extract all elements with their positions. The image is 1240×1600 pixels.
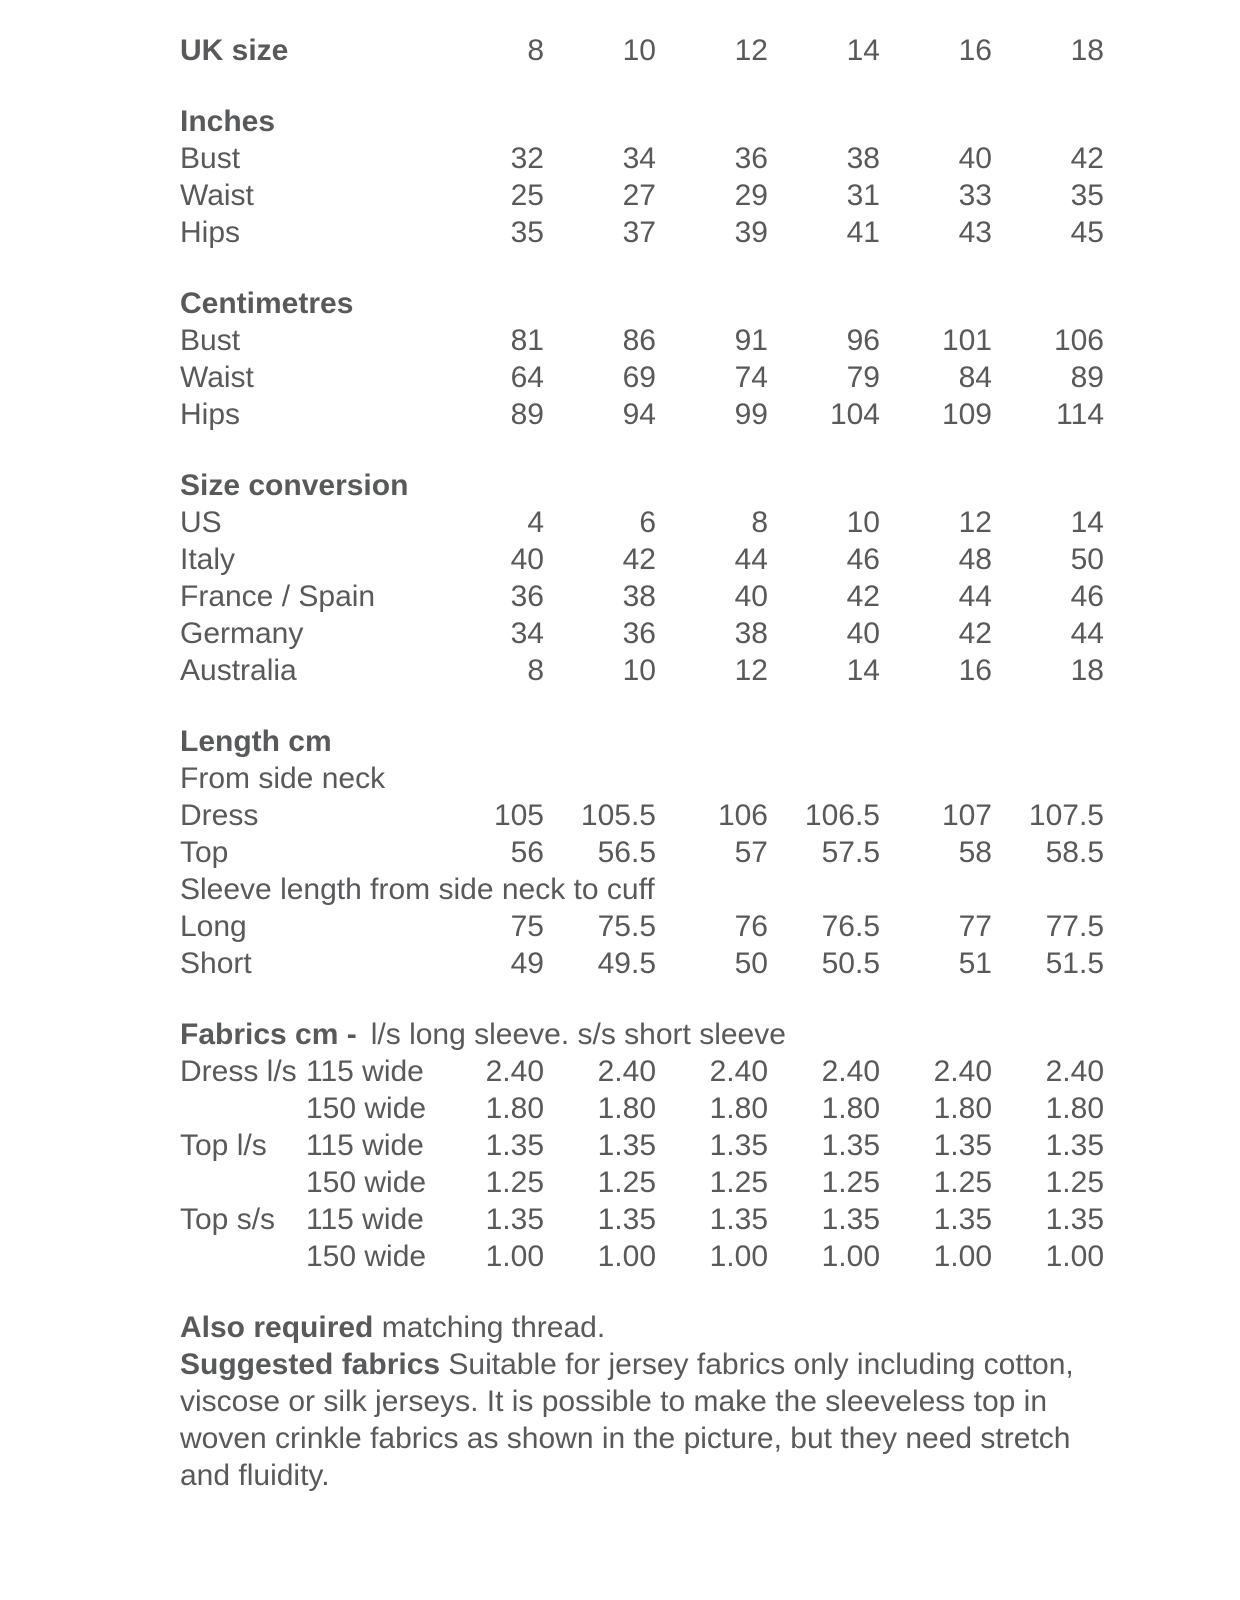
cell-value: 1.35 <box>1045 1129 1104 1162</box>
cell-value: 18 <box>1070 654 1104 687</box>
cell-value: 34 <box>622 142 656 175</box>
cell-value: 89 <box>1070 361 1104 394</box>
cell-value: 51.5 <box>1045 947 1104 980</box>
uk-size-header-row <box>180 32 1104 69</box>
cell-value: 81 <box>510 324 544 357</box>
cell-value: 1.35 <box>597 1129 656 1162</box>
table-row <box>180 945 1104 982</box>
from-side-neck-label: From side neck <box>180 762 386 795</box>
cell-value: 43 <box>958 216 992 249</box>
cell-value: 58 <box>958 836 992 869</box>
cell-value: 2.40 <box>597 1055 656 1088</box>
uk-size-value: 8 <box>527 34 544 67</box>
fabric-row <box>180 1090 1104 1127</box>
cell-value: 1.00 <box>709 1240 768 1273</box>
cell-value: 1.80 <box>1045 1092 1104 1125</box>
section-gap <box>180 69 1104 103</box>
fabric-garment-label <box>180 1164 306 1201</box>
cell-value: 1.35 <box>821 1203 880 1236</box>
cell-value: 1.80 <box>821 1092 880 1125</box>
cell-value: 42 <box>958 617 992 650</box>
cell-value: 105 <box>493 799 544 832</box>
cell-value: 51 <box>958 947 992 980</box>
table-row <box>180 615 1104 652</box>
cell-value: 77 <box>958 910 992 943</box>
cell-value: 35 <box>1070 179 1104 212</box>
cell-value: 37 <box>622 216 656 249</box>
cell-value: 12 <box>958 506 992 539</box>
row-label: Hips <box>180 398 241 431</box>
row-label: Top <box>180 836 229 869</box>
cell-value: 75 <box>510 910 544 943</box>
cell-value: 86 <box>622 324 656 357</box>
cell-value: 44 <box>734 543 768 576</box>
cell-value: 4 <box>527 506 544 539</box>
row-label: France / Spain <box>180 580 376 613</box>
uk-size-value: 18 <box>1070 34 1104 67</box>
cell-value: 1.25 <box>485 1166 544 1199</box>
fabrics-title-note: l/s long sleeve. s/s short sleeve <box>370 1018 786 1051</box>
cell-value: 84 <box>958 361 992 394</box>
table-row <box>180 834 1104 871</box>
cell-value: 6 <box>639 506 656 539</box>
fabric-row <box>180 1201 1104 1238</box>
table-row <box>180 359 1104 396</box>
cell-value: 107 <box>941 799 992 832</box>
fabrics-title-bold: Fabrics cm - <box>180 1018 357 1051</box>
cell-value: 31 <box>846 179 880 212</box>
cell-value: 42 <box>622 543 656 576</box>
section-title-fabrics-row <box>180 1016 1104 1053</box>
cell-value: 8 <box>527 654 544 687</box>
fabric-garment-label <box>180 1238 306 1275</box>
row-label: Australia <box>180 654 297 687</box>
cell-value: 1.35 <box>933 1129 992 1162</box>
fabric-width-label: 150 wide <box>306 1240 427 1273</box>
table-row <box>180 652 1104 689</box>
cell-value: 2.40 <box>821 1055 880 1088</box>
cell-value: 38 <box>734 617 768 650</box>
cell-value: 1.25 <box>597 1166 656 1199</box>
cell-value: 36 <box>622 617 656 650</box>
cell-value: 1.25 <box>1045 1166 1104 1199</box>
cell-value: 99 <box>734 398 768 431</box>
section-title-length: Length cm <box>180 725 332 758</box>
cell-value: 36 <box>734 142 768 175</box>
fabric-garment-label: Top s/s <box>180 1203 276 1236</box>
fabric-width-label: 115 wide <box>306 1203 424 1236</box>
row-label: Short <box>180 947 252 980</box>
suggested-fabrics-text: Suitable for jersey fabrics only including cotton, viscose or silk jerseys. It is possible to make the sleeveless top in woven crinkle fabrics as shown in the picture, but they need stretch and fluidity. <box>180 1348 1074 1492</box>
cell-value: 57 <box>734 836 768 869</box>
section-gap <box>180 251 1104 285</box>
also-required-text: matching thread. <box>373 1311 606 1344</box>
uk-size-label: UK size <box>180 34 289 67</box>
row-label: Germany <box>180 617 304 650</box>
cell-value: 114 <box>1056 398 1104 431</box>
cell-value: 106 <box>1053 324 1104 357</box>
table-row <box>180 214 1104 251</box>
section-title-inches-row <box>180 103 1104 140</box>
cell-value: 42 <box>846 580 880 613</box>
cell-value: 14 <box>1070 506 1104 539</box>
fabric-garment-label: Top l/s <box>180 1129 267 1162</box>
cell-value: 94 <box>622 398 656 431</box>
cell-value: 76.5 <box>821 910 880 943</box>
length-subtitle-row <box>180 760 1104 797</box>
cell-value: 25 <box>510 179 544 212</box>
section-title-fabrics <box>180 1016 1104 1053</box>
cell-value: 1.25 <box>933 1166 992 1199</box>
fabric-width-label: 150 wide <box>306 1092 427 1125</box>
cell-value: 1.35 <box>485 1203 544 1236</box>
cell-value: 58.5 <box>1045 836 1104 869</box>
fabric-row <box>180 1053 1104 1090</box>
cell-value: 74 <box>734 361 768 394</box>
cell-value: 1.35 <box>1045 1203 1104 1236</box>
cell-value: 1.00 <box>933 1240 992 1273</box>
cell-value: 1.00 <box>1045 1240 1104 1273</box>
fabric-garment-label <box>180 1090 306 1127</box>
cell-value: 69 <box>622 361 656 394</box>
cell-value: 76 <box>734 910 768 943</box>
row-label: US <box>180 506 222 539</box>
sleeve-length-label: Sleeve length from side neck to cuff <box>180 873 655 906</box>
cell-value: 64 <box>510 361 544 394</box>
cell-value: 101 <box>941 324 992 357</box>
table-row <box>180 322 1104 359</box>
fabric-row <box>180 1238 1104 1275</box>
section-title-inches: Inches <box>180 105 276 138</box>
cell-value: 49.5 <box>597 947 656 980</box>
cell-value: 32 <box>510 142 544 175</box>
section-title-size-conversion: Size conversion <box>180 469 409 502</box>
cell-value: 50 <box>1070 543 1104 576</box>
uk-size-value: 16 <box>958 34 992 67</box>
cell-value: 48 <box>958 543 992 576</box>
cell-value: 106.5 <box>804 799 880 832</box>
also-required-label: Also required <box>180 1311 374 1344</box>
notes-block <box>180 1309 1085 1494</box>
cell-value: 77.5 <box>1045 910 1104 943</box>
cell-value: 1.35 <box>709 1203 768 1236</box>
cell-value: 50 <box>734 947 768 980</box>
table-row <box>180 541 1104 578</box>
cell-value: 12 <box>734 654 768 687</box>
table-row <box>180 908 1104 945</box>
cell-value: 14 <box>846 654 880 687</box>
cell-value: 106 <box>717 799 768 832</box>
section-gap <box>180 433 1104 467</box>
row-label: Waist <box>180 179 254 212</box>
fabric-width-label: 115 wide <box>306 1055 424 1088</box>
uk-size-value: 10 <box>622 34 656 67</box>
fabric-row <box>180 1127 1104 1164</box>
cell-value: 1.00 <box>821 1240 880 1273</box>
uk-size-value: 12 <box>734 34 768 67</box>
fabric-garment-label: Dress l/s <box>180 1055 297 1088</box>
section-title-size-conversion-row <box>180 467 1104 504</box>
cell-value: 79 <box>846 361 880 394</box>
row-label: Italy <box>180 543 236 576</box>
table-row <box>180 140 1104 177</box>
cell-value: 10 <box>846 506 880 539</box>
cell-value: 10 <box>622 654 656 687</box>
cell-value: 50.5 <box>821 947 880 980</box>
cell-value: 1.35 <box>933 1203 992 1236</box>
cell-value: 41 <box>846 216 880 249</box>
row-label: Dress <box>180 799 259 832</box>
cell-value: 40 <box>846 617 880 650</box>
cell-value: 38 <box>846 142 880 175</box>
cell-value: 33 <box>958 179 992 212</box>
cell-value: 1.00 <box>597 1240 656 1273</box>
length-subtitle-row <box>180 871 1104 908</box>
cell-value: 46 <box>846 543 880 576</box>
suggested-fabrics-note <box>180 1346 1085 1494</box>
fabric-width-label: 115 wide <box>306 1129 424 1162</box>
cell-value: 35 <box>510 216 544 249</box>
fabric-width-label: 150 wide <box>306 1166 427 1199</box>
cell-value: 45 <box>1070 216 1104 249</box>
uk-size-value: 14 <box>846 34 880 67</box>
cell-value: 49 <box>510 947 544 980</box>
cell-value: 40 <box>958 142 992 175</box>
cell-value: 57.5 <box>821 836 880 869</box>
cell-value: 2.40 <box>1045 1055 1104 1088</box>
also-required-note <box>180 1309 1085 1346</box>
cell-value: 36 <box>510 580 544 613</box>
cell-value: 107.5 <box>1028 799 1104 832</box>
cell-value: 1.35 <box>821 1129 880 1162</box>
cell-value: 56.5 <box>597 836 656 869</box>
row-label: Hips <box>180 216 241 249</box>
cell-value: 109 <box>941 398 992 431</box>
row-label: Waist <box>180 361 254 394</box>
table-row <box>180 578 1104 615</box>
cell-value: 46 <box>1070 580 1104 613</box>
cell-value: 44 <box>958 580 992 613</box>
cell-value: 39 <box>734 216 768 249</box>
cell-value: 91 <box>734 324 768 357</box>
cell-value: 105.5 <box>580 799 656 832</box>
cell-value: 1.35 <box>709 1129 768 1162</box>
cell-value: 104 <box>829 398 880 431</box>
cell-value: 34 <box>510 617 544 650</box>
cell-value: 1.25 <box>821 1166 880 1199</box>
cell-value: 56 <box>510 836 544 869</box>
cell-value: 40 <box>510 543 544 576</box>
cell-value: 42 <box>1070 142 1104 175</box>
cell-value: 2.40 <box>709 1055 768 1088</box>
cell-value: 8 <box>751 506 768 539</box>
fabric-row <box>180 1164 1104 1201</box>
cell-value: 1.80 <box>933 1092 992 1125</box>
cell-value: 16 <box>958 654 992 687</box>
row-label: Bust <box>180 142 241 175</box>
cell-value: 89 <box>510 398 544 431</box>
cell-value: 44 <box>1070 617 1104 650</box>
cell-value: 96 <box>846 324 880 357</box>
cell-value: 1.35 <box>485 1129 544 1162</box>
cell-value: 1.35 <box>597 1203 656 1236</box>
section-title-centimetres: Centimetres <box>180 287 354 320</box>
cell-value: 1.80 <box>485 1092 544 1125</box>
size-table <box>180 32 1104 1275</box>
cell-value: 27 <box>622 179 656 212</box>
table-row <box>180 396 1104 433</box>
row-label: Bust <box>180 324 241 357</box>
cell-value: 40 <box>734 580 768 613</box>
table-row <box>180 177 1104 214</box>
table-row <box>180 797 1104 834</box>
cell-value: 1.80 <box>597 1092 656 1125</box>
section-title-length-row <box>180 723 1104 760</box>
cell-value: 75.5 <box>597 910 656 943</box>
section-gap <box>180 982 1104 1016</box>
cell-value: 29 <box>734 179 768 212</box>
table-row <box>180 504 1104 541</box>
section-title-centimetres-row <box>180 285 1104 322</box>
cell-value: 2.40 <box>933 1055 992 1088</box>
cell-value: 2.40 <box>485 1055 544 1088</box>
cell-value: 38 <box>622 580 656 613</box>
cell-value: 1.00 <box>485 1240 544 1273</box>
section-gap <box>180 689 1104 723</box>
suggested-fabrics-label: Suggested fabrics <box>180 1348 441 1381</box>
row-label: Long <box>180 910 247 943</box>
cell-value: 1.80 <box>709 1092 768 1125</box>
cell-value: 1.25 <box>709 1166 768 1199</box>
